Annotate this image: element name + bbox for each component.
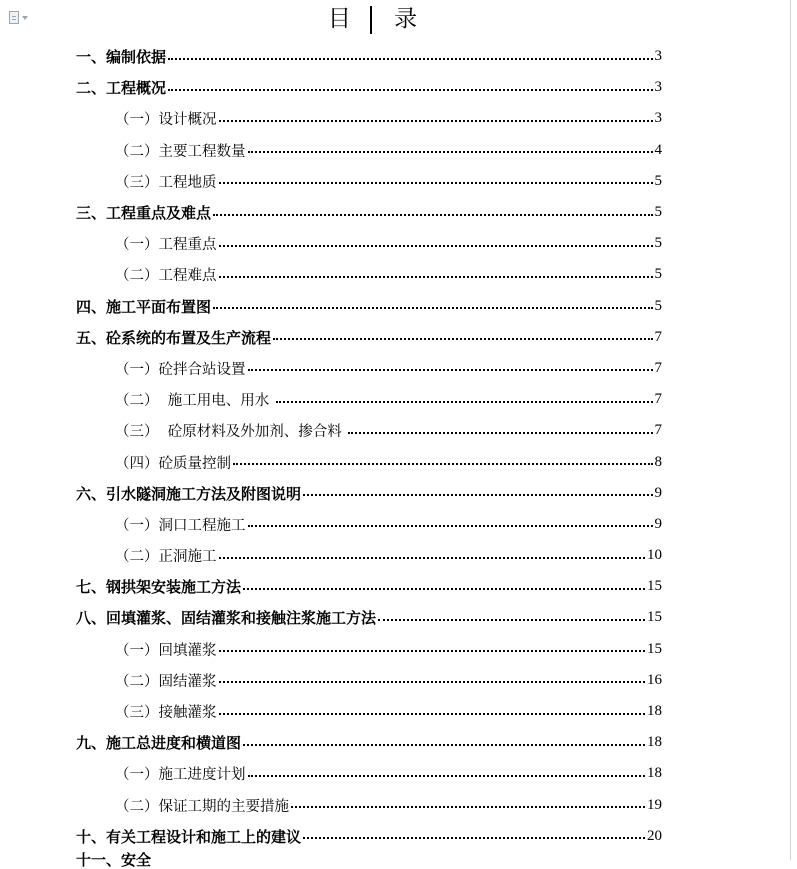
toc-page-number: 9 [654, 515, 662, 532]
toc-entry[interactable] [0, 415, 662, 446]
page-title: 目 录 [327, 6, 436, 32]
toc-entry[interactable] [0, 571, 662, 602]
toc-entry-label: （一）工程重点 [115, 237, 217, 254]
toc-entry[interactable] [0, 166, 662, 197]
toc-page-number: 15 [647, 609, 662, 626]
toc-entry-label: 二、工程概况 [76, 79, 167, 98]
toc-entry-label: 十、有关工程设计和施工上的建议 [76, 827, 302, 846]
toc-entry[interactable] [0, 478, 662, 509]
toc-entry-label: （一）砼拌合站设置 [115, 361, 246, 378]
toc-page-number: 5 [654, 235, 662, 252]
toc-dot-leader [219, 681, 646, 683]
toc-entry-label: 四、施工平面布置图 [76, 297, 212, 316]
toc-dot-leader [219, 650, 646, 652]
toc-dot-leader [219, 245, 653, 247]
toc-entry-label: 九、施工总进度和横道图 [76, 734, 242, 753]
toc-dot-leader [291, 806, 645, 808]
toc-dot-leader [219, 276, 653, 278]
toc-entry[interactable] [0, 634, 662, 665]
toc-entry-label: （四）砼质量控制 [115, 455, 231, 472]
toc-page-number: 5 [654, 266, 662, 283]
toc-entry[interactable] [0, 353, 662, 384]
toc-entry-label: 五、砼系统的布置及生产流程 [76, 328, 272, 347]
toc-entry-label: 一、编制依据 [76, 48, 167, 67]
table-of-contents [0, 41, 797, 852]
toc-dot-leader [303, 837, 645, 839]
toc-entry-label: （二）主要工程数量 [115, 143, 246, 160]
toc-dot-leader [168, 89, 652, 91]
toc-dot-leader [219, 557, 646, 559]
toc-entry[interactable] [0, 197, 662, 228]
toc-dot-leader [243, 588, 645, 590]
toc-entry-label: （二）正洞施工 [115, 549, 217, 566]
toc-entry-label: （三）工程地质 [115, 174, 217, 191]
toc-page-number: 5 [654, 297, 662, 314]
toc-dot-leader [378, 619, 645, 621]
toc-entry-label: 三、工程重点及难点 [76, 204, 212, 223]
toc-page-number: 7 [654, 422, 662, 439]
toc-entry[interactable] [0, 758, 662, 789]
toc-dot-leader [243, 744, 645, 746]
toc-page-number: 3 [654, 48, 662, 65]
toc-page-number: 9 [654, 484, 662, 501]
toc-entry-partial[interactable]: 十一、安全 [76, 851, 152, 869]
toc-entry-label: 七、钢拱架安装施工方法 [76, 578, 242, 597]
toc-entry[interactable] [0, 540, 662, 571]
toc-page-number: 18 [647, 703, 662, 720]
toc-page-number: 5 [654, 172, 662, 189]
toc-entry[interactable] [0, 384, 662, 415]
toc-dot-leader [248, 151, 653, 153]
toc-dot-leader [248, 525, 653, 527]
toc-entry[interactable] [0, 602, 662, 633]
toc-page-number: 20 [647, 827, 662, 844]
toc-page-number: 7 [654, 328, 662, 345]
toc-entry[interactable] [0, 41, 662, 72]
toc-page-number: 15 [647, 640, 662, 657]
toc-page-number: 8 [654, 453, 662, 470]
toc-entry-label: （二）工程难点 [115, 268, 217, 285]
toc-entry[interactable] [0, 322, 662, 353]
toc-entry[interactable] [0, 509, 662, 540]
toc-dot-leader [348, 432, 652, 434]
toc-page-number: 5 [654, 204, 662, 221]
toc-entry-label: （一）设计概况 [115, 112, 217, 129]
toc-entry[interactable] [0, 696, 662, 727]
toc-entry[interactable] [0, 446, 662, 477]
toc-dot-leader [276, 401, 653, 403]
toc-page-number: 18 [647, 734, 662, 751]
toc-entry-label: （二）固结灌浆 [115, 673, 217, 690]
toc-entry-label: 八、回填灌浆、固结灌浆和接触注浆施工方法 [76, 609, 377, 628]
toc-entry[interactable] [0, 103, 662, 134]
toc-entry-label: （一）施工进度计划 [115, 767, 246, 784]
toc-page-number: 7 [654, 359, 662, 376]
toc-dot-leader [219, 120, 653, 122]
toc-dot-leader [248, 369, 653, 371]
toc-page-number: 15 [647, 578, 662, 595]
toc-entry[interactable] [0, 291, 662, 322]
toc-dot-leader [248, 775, 646, 777]
toc-page-number: 3 [654, 79, 662, 96]
toc-page-number: 4 [654, 141, 662, 158]
toc-dot-leader [219, 182, 653, 184]
toc-entry-label: （三） 砼原材料及外加剂、掺合料 [115, 424, 347, 441]
toc-dot-leader [273, 338, 652, 340]
toc-entry[interactable] [0, 135, 662, 166]
toc-entry-label: （三）接触灌浆 [115, 705, 217, 722]
toc-page-number: 7 [654, 391, 662, 408]
toc-entry[interactable] [0, 259, 662, 290]
toc-dot-leader [219, 713, 646, 715]
toc-entry-label: （二） 施工用电、用水 [115, 393, 274, 410]
toc-entry-label: （二）保证工期的主要措施 [115, 798, 289, 815]
toc-entry-label: 六、引水隧洞施工方法及附图说明 [76, 484, 302, 503]
toc-dot-leader [213, 307, 652, 309]
toc-entry[interactable] [0, 228, 662, 259]
toc-page-number: 10 [647, 547, 662, 564]
toc-entry-label: （一）洞口工程施工 [115, 517, 246, 534]
toc-entry-label: （一）回填灌浆 [115, 642, 217, 659]
toc-dot-leader [303, 494, 652, 496]
title-container [0, 4, 745, 34]
toc-entry[interactable] [0, 821, 662, 852]
toc-page-number: 18 [647, 765, 662, 782]
toc-page-number: 16 [647, 671, 662, 688]
toc-dot-leader [168, 58, 652, 60]
toc-page-number: 3 [654, 110, 662, 127]
toc-entry[interactable] [0, 72, 662, 103]
toc-entry[interactable] [0, 727, 662, 758]
toc-dot-leader [233, 463, 653, 465]
toc-page-number: 19 [647, 796, 662, 813]
toc-entry[interactable] [0, 665, 662, 696]
toc-dot-leader [213, 214, 652, 216]
toc-entry[interactable] [0, 790, 662, 821]
